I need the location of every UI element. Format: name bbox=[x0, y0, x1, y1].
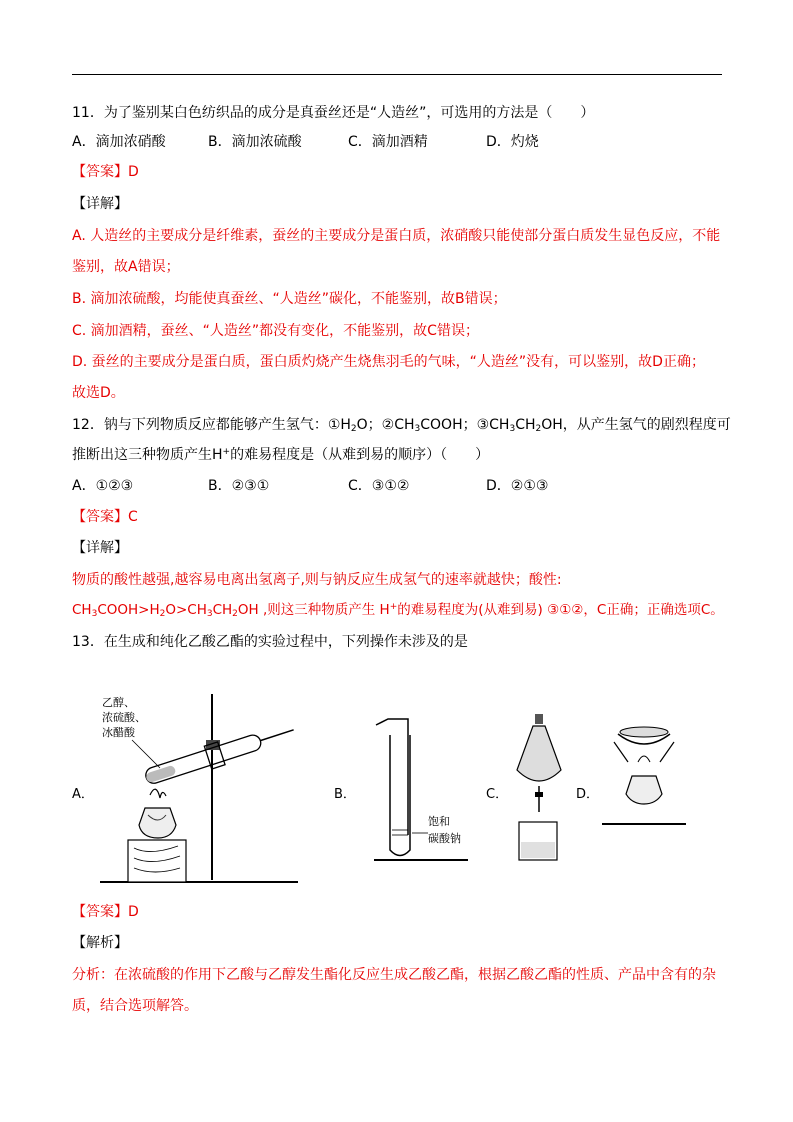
q11-option-d: D．灼烧 bbox=[486, 134, 539, 150]
q12-detail-line: $CH_3COOH>H_2O>CH_3CH_2OH$ ,则这三种物质产生 H+的难易程度为(从难到易) ③①②，C正确；正确选项C。 bbox=[72, 602, 724, 619]
q13-label-d: D． bbox=[576, 787, 600, 802]
fig-a-label-line: 冰醋酸 bbox=[102, 726, 135, 739]
q11-answer: 【答案】D bbox=[72, 164, 139, 180]
q13-label-a: A． bbox=[72, 787, 94, 802]
q12-detail-title: 【详解】 bbox=[72, 540, 128, 556]
q13-label-c: C． bbox=[486, 787, 509, 802]
q11-option-a: A．滴加浓硝酸 bbox=[72, 134, 166, 150]
q12-stem-line-2: 推断出这三种物质产生H+的难易程度是（从难到易的顺序）（ ） bbox=[72, 447, 490, 463]
fig-a-label-line: 乙醇、 bbox=[102, 696, 135, 709]
q12-detail-line: 物质的酸性越强,越容易电离出氢离子,则与钠反应生成氢气的速率就越快；酸性: bbox=[72, 572, 562, 588]
q13-analysis-line: 分析：在浓硫酸的作用下乙酸与乙醇发生酯化反应生成乙酸乙酯，根据乙酸乙酯的性质、产品中含有的杂 bbox=[72, 967, 716, 983]
figure-d-evaporation bbox=[600, 718, 690, 828]
q12-option-d: D．②①③ bbox=[486, 478, 549, 494]
q11-option-b: B．滴加浓硫酸 bbox=[208, 134, 302, 150]
q11-detail-line: B. 滴加浓硫酸，均能使真蚕丝、“人造丝”碳化，不能鉴别，故B错误； bbox=[72, 291, 507, 307]
fig-a-label-line: 浓硫酸、 bbox=[102, 711, 146, 724]
header-rule bbox=[72, 74, 722, 75]
figure-b-collection-tube bbox=[360, 715, 480, 865]
q12-option-a: A．①②③ bbox=[72, 478, 134, 494]
q11-detail-line: D. 蚕丝的主要成分是蛋白质，蛋白质灼烧产生烧焦羽毛的气味，“人造丝”没有，可以鉴别，故D正确； bbox=[72, 354, 705, 370]
q11-option-c: C．滴加酒精 bbox=[348, 134, 428, 150]
q13-analysis-title: 【解析】 bbox=[72, 935, 128, 951]
q11-detail-line: A. 人造丝的主要成分是纤维素，蚕丝的主要成分是蛋白质，浓硝酸只能使部分蛋白质发生显色反应，不能 bbox=[72, 228, 721, 244]
q11-stem: 11．为了鉴别某白色纺织品的成分是真蚕丝还是“人造丝”，可选用的方法是（ ） bbox=[72, 105, 595, 121]
q11-detail-line: 故选D。 bbox=[72, 385, 125, 401]
q13-label-b: B． bbox=[334, 787, 356, 802]
q13-stem: 13．在生成和纯化乙酸乙酯的实验过程中，下列操作未涉及的是 bbox=[72, 634, 468, 650]
q11-detail-line: 鉴别，故A错误； bbox=[72, 259, 180, 275]
q11-detail-title: 【详解】 bbox=[72, 196, 128, 212]
q13-answer: 【答案】D bbox=[72, 904, 139, 920]
q11-detail-line: C. 滴加酒精，蚕丝、“人造丝”都没有变化，不能鉴别，故C错误； bbox=[72, 323, 479, 339]
fig-b-label-line: 饱和 bbox=[428, 815, 450, 828]
q12-option-c: C．③①② bbox=[348, 478, 410, 494]
q12-stem-line-1: 12．钠与下列物质反应都能够产生氢气：$①H_2O$；$②CH_3COOH$；$③CH_3CH_2OH$，从产生氢气的剧烈程度可 bbox=[72, 417, 731, 434]
fig-b-label-line: 碳酸钠 bbox=[428, 832, 461, 845]
figure-c-separatory-funnel bbox=[505, 712, 575, 867]
q12-answer: 【答案】C bbox=[72, 509, 138, 525]
q12-option-b: B．②③① bbox=[208, 478, 270, 494]
figure-a-heating-apparatus bbox=[90, 690, 310, 890]
q13-analysis-line: 质，结合选项解答。 bbox=[72, 998, 198, 1014]
